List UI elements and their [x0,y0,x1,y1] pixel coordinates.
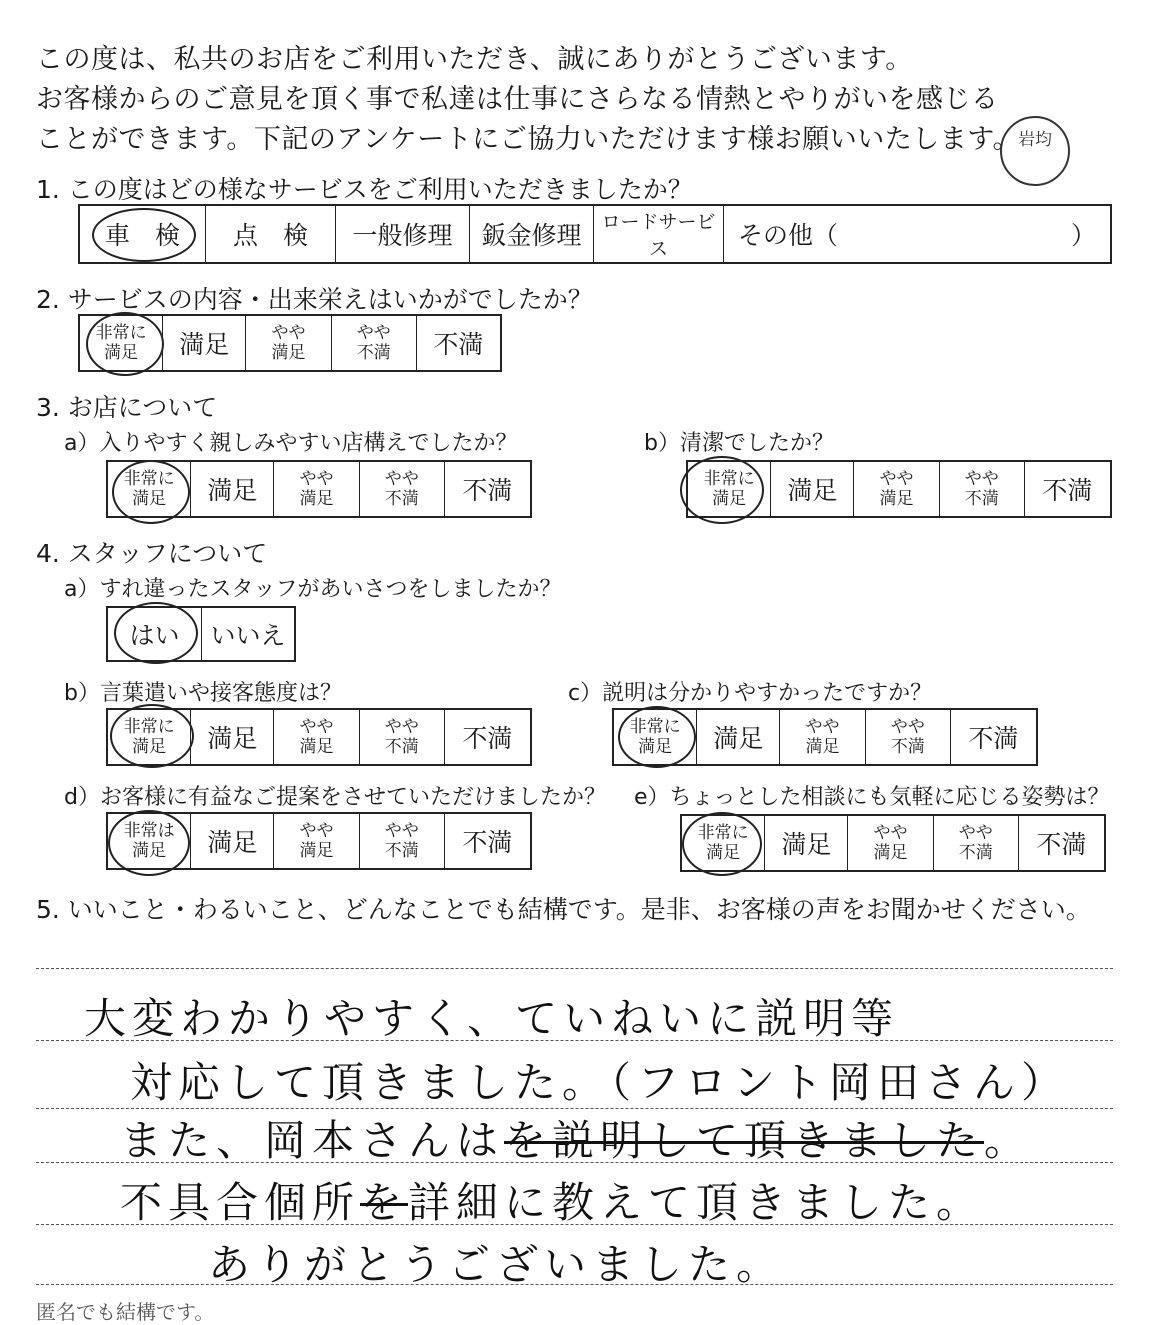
q1-option-tenken[interactable]: 点 検 [206,206,336,262]
question-4e-text: e）ちょっとした相談にも気軽に応じる姿勢は？ [634,785,1110,810]
q4e-dissatisfied[interactable]: 不満 [1036,830,1087,859]
q1-option-sheet-metal[interactable]: 鈑金修理 [470,206,594,262]
label-dissatisfied: 不満 [384,737,419,757]
handwritten-line-5: ありがとうございました。 [208,1240,785,1289]
handwritten-line-4 [120,1170,984,1230]
handwritten-line-3-end: 。 [984,1116,1033,1165]
q2-somewhat-dissatisfied[interactable] [332,316,417,370]
q4b-dissatisfied[interactable]: 不満 [462,724,513,753]
label-somewhat: やや [958,823,993,843]
label-somewhat: やや [356,323,391,343]
label-somewhat: やや [873,823,908,843]
q3a-very-satisfied[interactable] [108,462,191,516]
q3a-options [106,460,532,518]
handwritten-line-2: 対応して頂きました。（フロント岡田さん） [130,1058,1070,1107]
intro-line-1: この度は、私共のお店をご利用いただき、誠にありがとうございます。 [36,44,913,75]
handwritten-line-3 [120,1108,1032,1168]
handwritten-strikethrough: を説明して頂きました [504,1116,985,1165]
q4c-somewhat-satisfied[interactable] [780,710,865,764]
q4a-no[interactable]: いいえ [210,621,286,650]
q3b-very-satisfied[interactable] [688,462,771,516]
q2-somewhat-satisfied[interactable] [246,316,331,370]
q2-satisfied[interactable]: 満足 [163,316,246,370]
label-very: 非常に [123,469,175,489]
question-3a-text: a）入りやすく親しみやすい店構えでしたか？ [64,431,518,456]
label-satisfied: 満足 [706,843,741,863]
q3a-dissatisfied[interactable]: 不満 [462,476,513,505]
q3b-somewhat-dissatisfied[interactable] [940,462,1025,516]
q4d-somewhat-dissatisfied[interactable] [360,814,445,868]
q4d-dissatisfied[interactable]: 不満 [462,828,513,857]
q3b-somewhat-satisfied[interactable] [854,462,939,516]
q3a-somewhat-satisfied[interactable] [274,462,359,516]
q4b-satisfied[interactable]: 満足 [191,710,274,764]
label-satisfied: 満足 [712,489,747,509]
q4c-options [612,708,1038,766]
question-3b-text: b）清潔でしたか？ [644,431,834,456]
q4d-satisfied[interactable]: 満足 [191,814,274,868]
label-very: 非常に [697,823,749,843]
handwritten-line-3-text: また、岡本さんは [120,1116,505,1165]
label-somewhat: やや [299,469,334,489]
label-somewhat: やや [384,469,419,489]
label-somewhat: やや [271,323,306,343]
name-stamp: 岩均 [1000,116,1070,186]
label-somewhat: やや [299,821,334,841]
question-2-title: 2. サービスの内容・出来栄えはいかがでしたか？ [36,285,593,314]
q1-option-shaken[interactable]: 車 検 [80,206,206,262]
q1-option-general-repair[interactable]: 一般修理 [336,206,470,262]
q2-options [78,314,502,372]
q1-option-road-service[interactable]: ロードサービス [594,206,724,262]
intro-line-2: お客様からのご意見を頂く事で私達は仕事にさらなる情熱とやりがいを感じる [36,84,999,115]
label-somewhat: やや [964,469,999,489]
q3b-dissatisfied[interactable]: 不満 [1042,476,1093,505]
label-somewhat: やや [879,469,914,489]
handwritten-line-4-start: 不具合個所 [120,1178,361,1227]
label-satisfied: 満足 [104,343,139,363]
label-satisfied: 満足 [879,489,914,509]
handwritten-line-4-end: 詳細に教えて頂きました。 [408,1178,985,1227]
handwritten-strikethrough-wo: を [360,1178,409,1227]
q4e-options [680,814,1106,872]
label-dissatisfied: 不満 [964,489,999,509]
label-satisfied: 満足 [873,843,908,863]
q4b-options [106,708,532,766]
q4e-satisfied[interactable]: 満足 [765,816,848,870]
handwritten-line-1: 大変わかりやすく、ていねいに説明等 [84,994,900,1043]
q4b-somewhat-satisfied[interactable] [274,710,359,764]
question-4-title: 4. スタッフについて [36,539,268,568]
q4d-very-satisfied[interactable] [108,814,191,868]
label-dissatisfied: 不満 [384,841,419,861]
label-somewhat: やや [805,717,840,737]
label-satisfied: 満足 [299,489,334,509]
q3b-satisfied[interactable]: 満足 [771,462,854,516]
label-dissatisfied: 不満 [958,843,993,863]
q4d-somewhat-satisfied[interactable] [274,814,359,868]
question-3-title: 3. お店について [36,393,218,422]
label-somewhat: やや [299,717,334,737]
label-dissatisfied: 不満 [384,489,419,509]
intro-line-3: ことができます。下記のアンケートにご協力いただけます様お願いいたします。 [36,124,1021,155]
label-somewhat: やや [890,717,925,737]
q3a-somewhat-dissatisfied[interactable] [360,462,445,516]
q3a-satisfied[interactable]: 満足 [191,462,274,516]
q4c-very-satisfied[interactable] [614,710,697,764]
label-satisfied: 満足 [132,737,167,757]
q4c-dissatisfied[interactable]: 不満 [968,724,1019,753]
q1-other-close: ） [1070,221,1096,250]
question-4a-text: a）すれ違ったスタッフがあいさつをしましたか？ [64,577,562,602]
footer-note: 匿名でも結構です。 [36,1300,215,1324]
label-satisfied: 満足 [271,343,306,363]
q4e-somewhat-dissatisfied[interactable] [934,816,1019,870]
q4a-yes[interactable]: はい [108,608,202,660]
q2-very-satisfied[interactable] [80,316,163,370]
q4b-very-satisfied[interactable] [108,710,191,764]
q4d-options [106,812,532,870]
label-satisfied: 満足 [132,841,167,861]
answer-line-1 [36,968,1113,969]
label-satisfied: 満足 [638,737,673,757]
question-1-title: 1. この度はどの様なサービスをご利用いただきましたか？ [36,175,693,204]
q4b-somewhat-dissatisfied[interactable] [360,710,445,764]
label-very: 非常に [95,323,147,343]
q4a-options [106,606,296,662]
label-very: 非常に [629,717,681,737]
label-dissatisfied: 不満 [890,737,925,757]
label-dissatisfied: 不満 [356,343,391,363]
q3b-options [686,460,1112,518]
label-very: 非常に [703,469,755,489]
label-satisfied: 満足 [132,489,167,509]
label-satisfied: 満足 [805,737,840,757]
q4c-satisfied[interactable]: 満足 [697,710,780,764]
q4e-somewhat-satisfied[interactable] [848,816,933,870]
label-satisfied: 満足 [299,737,334,757]
question-5-title: 5. いいこと・わるいこと、どんなことでも結構です。是非、お客様の声をお聞かせください。 [36,895,1091,924]
label-somewhat: やや [384,821,419,841]
label-satisfied: 満足 [299,841,334,861]
q1-other-label: その他（ [738,221,839,250]
label-somewhat: やや [384,717,419,737]
q4e-very-satisfied[interactable] [682,816,765,870]
question-4c-text: c）説明は分かりやすかったですか？ [568,681,933,706]
q2-dissatisfied[interactable]: 不満 [433,330,484,359]
label-very: 非常は [123,821,175,841]
q4c-somewhat-dissatisfied[interactable] [866,710,951,764]
q1-option-other[interactable] [724,206,1110,262]
question-4d-text: d）お客様に有益なご提案をさせていただけましたか？ [64,785,606,810]
label-very: 非常に [123,717,175,737]
intro-text [36,40,1126,160]
q1-options [78,204,1112,264]
question-4b-text: b）言葉遣いや接客態度は？ [64,681,342,706]
